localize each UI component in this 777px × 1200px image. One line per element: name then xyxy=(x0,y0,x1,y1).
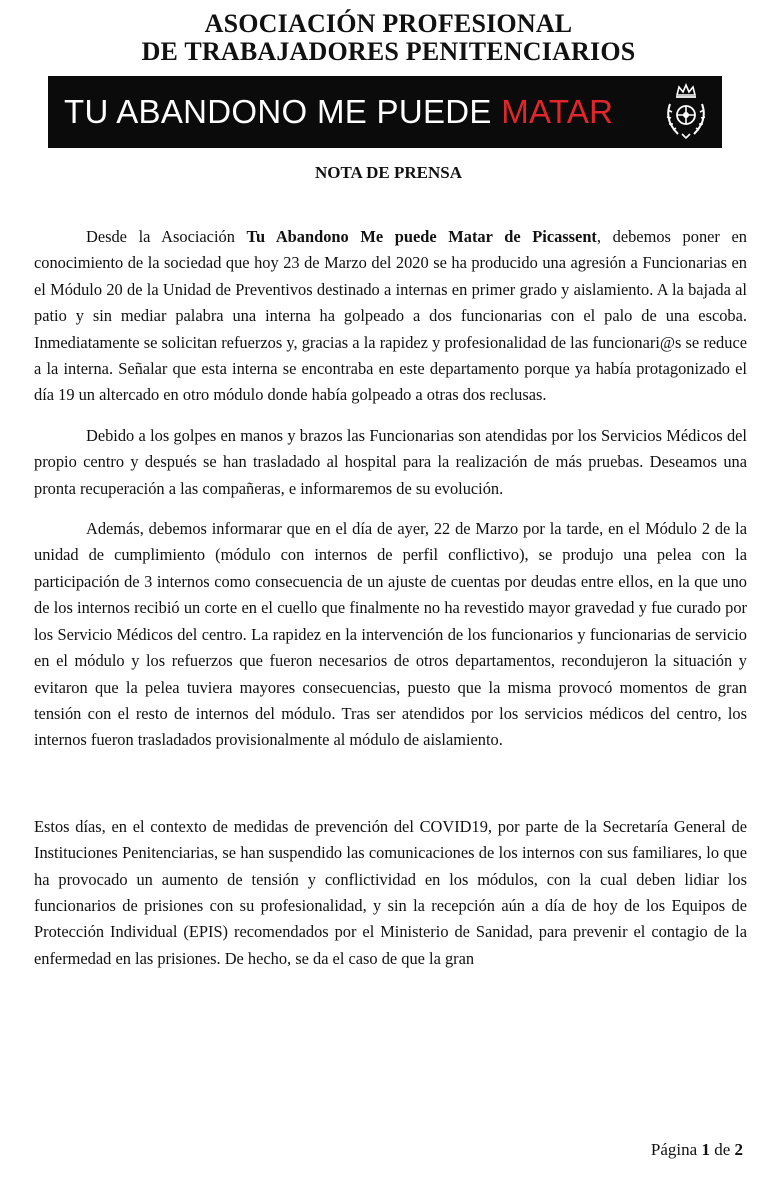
slogan-text xyxy=(64,93,613,131)
paragraph-1 xyxy=(34,224,747,409)
page-number xyxy=(651,1140,743,1160)
organization-header xyxy=(0,10,777,66)
paragraph-2: Debido a los golpes en manos y brazos las Funcionarias son atendidas por los Servicios Médicos del propio centro y después se han trasladado al hospital para la realización de más pruebas. Deseamos una pronta recuperación a las compañeras, e informaremos de su evolución. xyxy=(34,425,747,498)
paragraph-4: Estos días, en el contexto de medidas de prevención del COVID19, por parte de la Secretaría General de Instituciones Penitenciarias, se han suspendido las comunicaciones de los internos con sus familiares, lo que ha provocado un aumento de tensión y conflictividad en los módulos, con la cual deben lidiar los funcionarios de prisiones con su profesionalidad, y sin la recepción aún a día de hoy de los Equipos de Protección Individual (EPIS) recomendados por el Ministerio de Sanidad, para prevenir el contagio de la enfermedad en las prisiones. De hecho, se da el caso de que la gran xyxy=(34,816,747,968)
document-title: NOTA DE PRENSA xyxy=(314,163,463,182)
press-release-body xyxy=(34,224,747,986)
paragraph-3: Además, debemos informarar que en el día de ayer, 22 de Marzo por la tarde, en el Módulo 2 de la unidad de cumplimiento (módulo con internos de perfil conflictivo), se produjo una pelea con la participación de 3 internos como consecuencia de un ajuste de cuentas por deudas entre ellos, en la que uno de los internos recibió un corte en el cuello que finalmente no ha revestido mayor gravedad y fue curado por los Servicio Médicos del centro. La rapidez en la intervención de los funcionarios y funcionarias de servicio en el módulo y los refuerzos que fueron necesarios de otros departamentos, recondujeron la situación y evitaron que la pelea tuviera mayores consecuencias, puesto que la misma provocó momentos de gran tensión con el resto de internos del módulo. Tras ser atendidos por los servicios médicos del centro, los internos fueron trasladados provisionalmente al módulo de aislamiento. xyxy=(34,519,747,750)
organization-name-line2: DE TRABAJADORES PENITENCIARIOS xyxy=(141,37,636,66)
paragraph-1-start: Desde la Asociación xyxy=(86,227,247,246)
penitentiary-emblem-icon xyxy=(660,82,712,142)
paragraph-1-rest: , debemos poner en conocimiento de la sociedad que hoy 23 de Marzo del 2020 se ha producido una agresión a Funcionarias en el Módulo 20 de la Unidad de Preventivos destinado a internas en primer grado y aislamiento. A la bajada al patio y sin mediar palabra una interna ha golpeado a dos funcionarias con el palo de una escoba. Inmediatamente se solicitan refuerzos y, gracias a la rapidez y profesionalidad de las funcionari@s se reduce a la interna. Señalar que esta interna se encontraba en este departamento porque ya había protagonizado el día 19 un altercado en otro módulo donde había golpeado a otras dos reclusas. xyxy=(34,227,747,405)
slogan-accent: MATAR xyxy=(501,93,614,130)
page-word: Página xyxy=(650,1140,698,1159)
page-of: de xyxy=(714,1140,731,1159)
association-name: Tu Abandono Me puede Matar de Picassent xyxy=(246,227,597,246)
slogan-main: TU ABANDONO ME PUEDE xyxy=(64,93,502,130)
slogan-banner xyxy=(48,76,722,148)
page-current: 1 xyxy=(701,1140,710,1159)
organization-name-line1: ASOCIACIÓN PROFESIONAL xyxy=(204,9,573,38)
page-total: 2 xyxy=(734,1140,743,1159)
